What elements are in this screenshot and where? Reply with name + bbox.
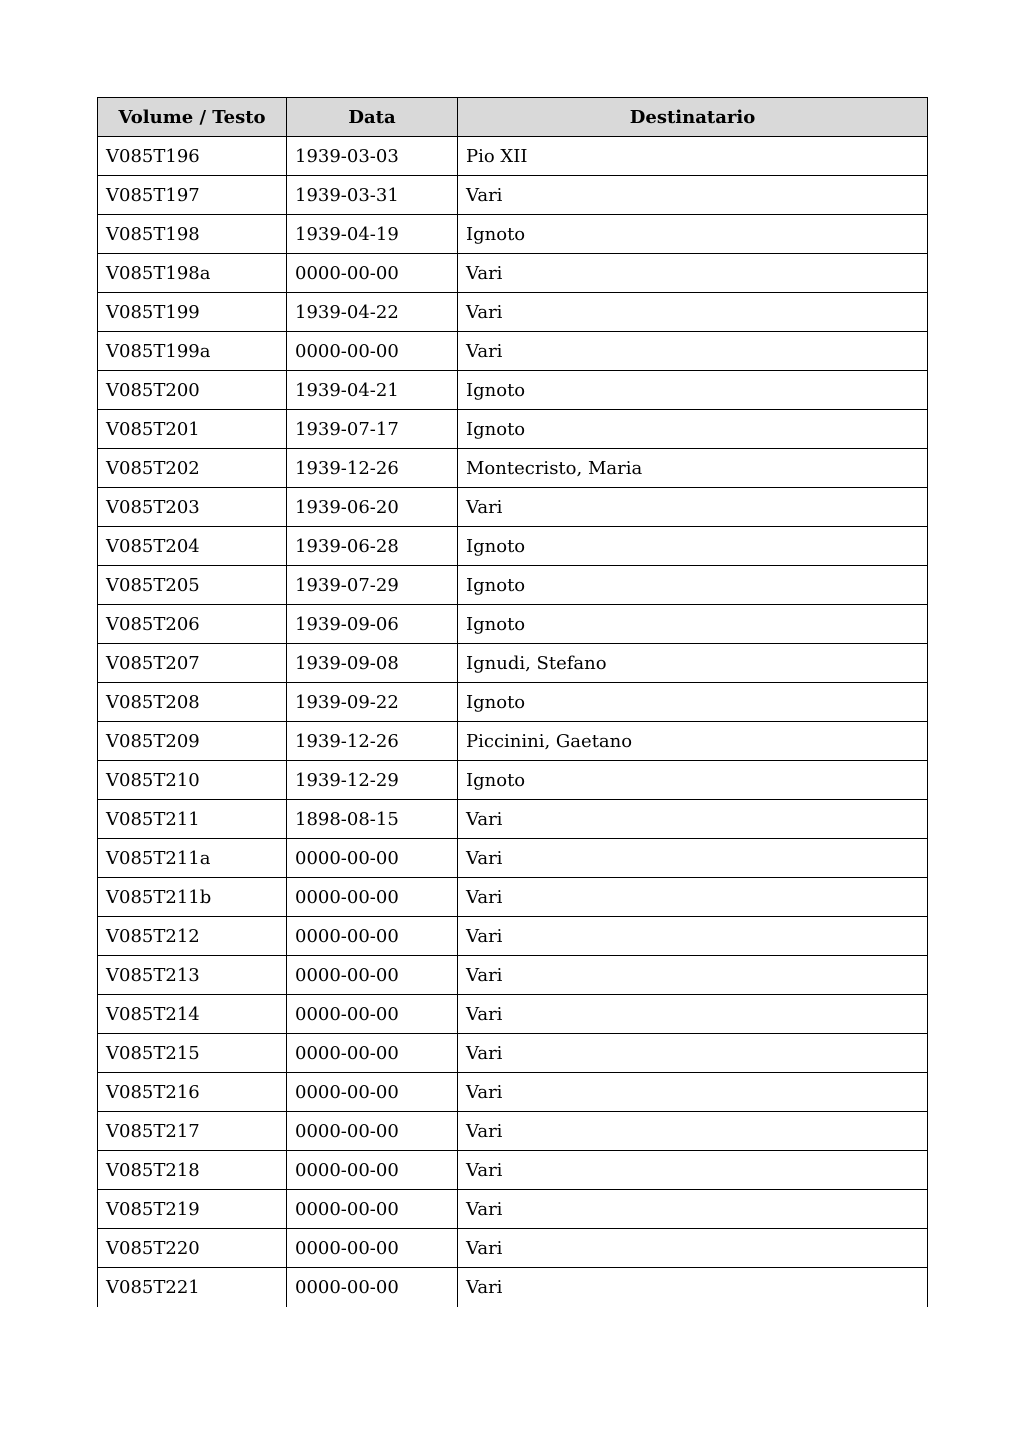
cell-data: 1939-06-20 bbox=[287, 488, 458, 527]
table-row bbox=[98, 1034, 928, 1073]
cell-volume-testo: V085T201 bbox=[98, 410, 287, 449]
table-row bbox=[98, 995, 928, 1034]
cell-destinatario: Vari bbox=[458, 800, 928, 839]
cell-data: 0000-00-00 bbox=[287, 956, 458, 995]
cell-data: 1939-09-22 bbox=[287, 683, 458, 722]
cell-data: 1939-07-17 bbox=[287, 410, 458, 449]
cell-data: 0000-00-00 bbox=[287, 917, 458, 956]
table-row bbox=[98, 1151, 928, 1190]
cell-data: 1939-03-03 bbox=[287, 137, 458, 176]
cell-data: 0000-00-00 bbox=[287, 839, 458, 878]
table-row bbox=[98, 332, 928, 371]
cell-data: 1939-12-29 bbox=[287, 761, 458, 800]
cell-data: 0000-00-00 bbox=[287, 254, 458, 293]
cell-volume-testo: V085T207 bbox=[98, 644, 287, 683]
cell-destinatario: Vari bbox=[458, 332, 928, 371]
table-row bbox=[98, 722, 928, 761]
table-row bbox=[98, 839, 928, 878]
cell-data: 1939-04-22 bbox=[287, 293, 458, 332]
table-row bbox=[98, 761, 928, 800]
cell-destinatario: Montecristo, Maria bbox=[458, 449, 928, 488]
table-row bbox=[98, 293, 928, 332]
cell-destinatario: Ignoto bbox=[458, 683, 928, 722]
cell-destinatario: Vari bbox=[458, 254, 928, 293]
table-row bbox=[98, 917, 928, 956]
header-destinatario: Destinatario bbox=[458, 98, 928, 137]
table-header-row bbox=[98, 98, 928, 137]
cell-data: 1939-09-08 bbox=[287, 644, 458, 683]
table-row bbox=[98, 1229, 928, 1268]
table-row bbox=[98, 137, 928, 176]
cell-destinatario: Vari bbox=[458, 1229, 928, 1268]
cell-data: 1898-08-15 bbox=[287, 800, 458, 839]
cell-volume-testo: V085T221 bbox=[98, 1268, 287, 1307]
cell-data: 0000-00-00 bbox=[287, 332, 458, 371]
cell-destinatario: Ignoto bbox=[458, 605, 928, 644]
cell-data: 0000-00-00 bbox=[287, 1190, 458, 1229]
cell-destinatario: Ignoto bbox=[458, 566, 928, 605]
table-row bbox=[98, 1073, 928, 1112]
cell-volume-testo: V085T219 bbox=[98, 1190, 287, 1229]
cell-volume-testo: V085T200 bbox=[98, 371, 287, 410]
cell-volume-testo: V085T211a bbox=[98, 839, 287, 878]
table-row bbox=[98, 605, 928, 644]
cell-destinatario: Ignoto bbox=[458, 410, 928, 449]
table-row bbox=[98, 254, 928, 293]
cell-volume-testo: V085T215 bbox=[98, 1034, 287, 1073]
cell-volume-testo: V085T196 bbox=[98, 137, 287, 176]
table-row bbox=[98, 800, 928, 839]
document-table-container bbox=[97, 97, 927, 1307]
table-row bbox=[98, 956, 928, 995]
cell-volume-testo: V085T198 bbox=[98, 215, 287, 254]
cell-data: 0000-00-00 bbox=[287, 1112, 458, 1151]
cell-volume-testo: V085T206 bbox=[98, 605, 287, 644]
table-body bbox=[98, 137, 928, 1307]
cell-destinatario: Vari bbox=[458, 1112, 928, 1151]
cell-volume-testo: V085T210 bbox=[98, 761, 287, 800]
table-row bbox=[98, 527, 928, 566]
cell-data: 0000-00-00 bbox=[287, 878, 458, 917]
cell-data: 0000-00-00 bbox=[287, 1268, 458, 1307]
table-row bbox=[98, 683, 928, 722]
cell-data: 1939-04-19 bbox=[287, 215, 458, 254]
cell-destinatario: Vari bbox=[458, 917, 928, 956]
cell-destinatario: Vari bbox=[458, 1151, 928, 1190]
table-row bbox=[98, 371, 928, 410]
cell-destinatario: Ignoto bbox=[458, 371, 928, 410]
cell-volume-testo: V085T217 bbox=[98, 1112, 287, 1151]
cell-destinatario: Ignoto bbox=[458, 215, 928, 254]
cell-destinatario: Vari bbox=[458, 995, 928, 1034]
cell-volume-testo: V085T204 bbox=[98, 527, 287, 566]
cell-volume-testo: V085T199a bbox=[98, 332, 287, 371]
header-volume-testo: Volume / Testo bbox=[98, 98, 287, 137]
cell-volume-testo: V085T203 bbox=[98, 488, 287, 527]
cell-destinatario: Ignoto bbox=[458, 761, 928, 800]
cell-volume-testo: V085T208 bbox=[98, 683, 287, 722]
cell-data: 1939-07-29 bbox=[287, 566, 458, 605]
table-row bbox=[98, 1112, 928, 1151]
cell-data: 1939-12-26 bbox=[287, 722, 458, 761]
cell-volume-testo: V085T209 bbox=[98, 722, 287, 761]
cell-data: 0000-00-00 bbox=[287, 1073, 458, 1112]
cell-data: 0000-00-00 bbox=[287, 1229, 458, 1268]
cell-destinatario: Vari bbox=[458, 1190, 928, 1229]
cell-destinatario: Ignudi, Stefano bbox=[458, 644, 928, 683]
cell-volume-testo: V085T199 bbox=[98, 293, 287, 332]
cell-destinatario: Vari bbox=[458, 956, 928, 995]
cell-destinatario: Vari bbox=[458, 839, 928, 878]
cell-volume-testo: V085T216 bbox=[98, 1073, 287, 1112]
table-row bbox=[98, 410, 928, 449]
cell-volume-testo: V085T212 bbox=[98, 917, 287, 956]
cell-data: 1939-04-21 bbox=[287, 371, 458, 410]
cell-data: 1939-06-28 bbox=[287, 527, 458, 566]
cell-volume-testo: V085T213 bbox=[98, 956, 287, 995]
cell-volume-testo: V085T220 bbox=[98, 1229, 287, 1268]
header-data: Data bbox=[287, 98, 458, 137]
cell-destinatario: Vari bbox=[458, 878, 928, 917]
cell-volume-testo: V085T211b bbox=[98, 878, 287, 917]
cell-destinatario: Vari bbox=[458, 293, 928, 332]
table-row bbox=[98, 215, 928, 254]
table-row bbox=[98, 1190, 928, 1229]
cell-data: 0000-00-00 bbox=[287, 995, 458, 1034]
table-row bbox=[98, 566, 928, 605]
cell-data: 0000-00-00 bbox=[287, 1034, 458, 1073]
cell-volume-testo: V085T202 bbox=[98, 449, 287, 488]
cell-destinatario: Ignoto bbox=[458, 527, 928, 566]
cell-volume-testo: V085T214 bbox=[98, 995, 287, 1034]
cell-data: 1939-09-06 bbox=[287, 605, 458, 644]
cell-destinatario: Vari bbox=[458, 1268, 928, 1307]
table-row bbox=[98, 644, 928, 683]
cell-volume-testo: V085T218 bbox=[98, 1151, 287, 1190]
cell-destinatario: Piccinini, Gaetano bbox=[458, 722, 928, 761]
letters-table bbox=[97, 97, 928, 1307]
cell-destinatario: Vari bbox=[458, 488, 928, 527]
cell-data: 0000-00-00 bbox=[287, 1151, 458, 1190]
cell-volume-testo: V085T211 bbox=[98, 800, 287, 839]
cell-volume-testo: V085T197 bbox=[98, 176, 287, 215]
table-row bbox=[98, 488, 928, 527]
cell-destinatario: Vari bbox=[458, 176, 928, 215]
cell-data: 1939-12-26 bbox=[287, 449, 458, 488]
cell-volume-testo: V085T198a bbox=[98, 254, 287, 293]
cell-destinatario: Vari bbox=[458, 1073, 928, 1112]
table-row bbox=[98, 878, 928, 917]
cell-destinatario: Vari bbox=[458, 1034, 928, 1073]
table-row bbox=[98, 176, 928, 215]
cell-volume-testo: V085T205 bbox=[98, 566, 287, 605]
cell-destinatario: Pio XII bbox=[458, 137, 928, 176]
table-row bbox=[98, 1268, 928, 1307]
table-row bbox=[98, 449, 928, 488]
cell-data: 1939-03-31 bbox=[287, 176, 458, 215]
